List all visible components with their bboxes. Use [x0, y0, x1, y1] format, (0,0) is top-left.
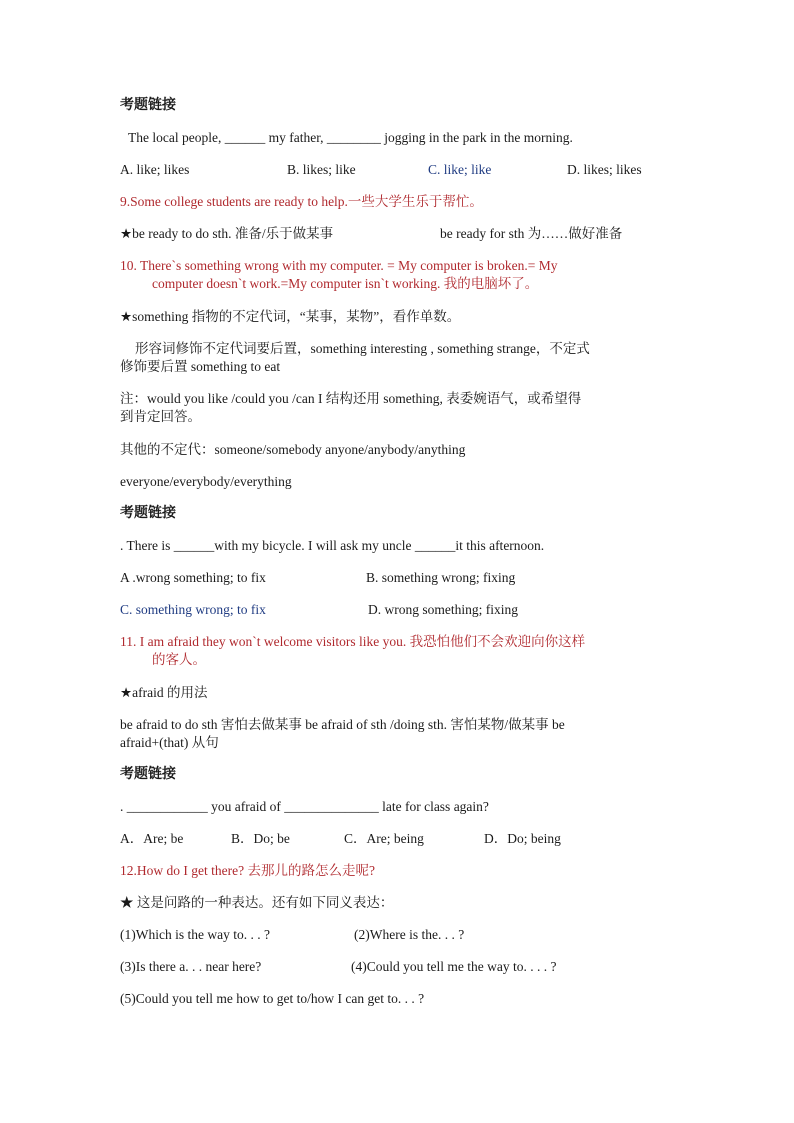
paragraph: 到肯定回答。 [120, 409, 201, 424]
question-stem: . There is ______with my bicycle. I will ask my uncle ______it this afternoon. [120, 538, 545, 553]
expression-2: (2)Where is the. . . ? [354, 927, 465, 942]
question-stem: The local people, ______ my father, ________ jogging in the park in the morning. [128, 130, 573, 145]
option-b: B. something wrong; fixing [366, 570, 516, 585]
paragraph: 其他的不定代：someone/somebody anyone/anybody/anything [120, 442, 466, 457]
paragraph: be afraid to do sth 害怕去做某事 be afraid of sth /doing sth. 害怕某物/做某事 be [120, 717, 565, 732]
option-b: B．Do; be [231, 831, 290, 846]
option-d: D. wrong something; fixing [368, 602, 518, 617]
usage-note: ★be ready to do sth. 准备/乐于做某事 [120, 226, 334, 241]
question-stem: . ____________ you afraid of ______________ late for class again? [120, 799, 489, 814]
expression-5: (5)Could you tell me how to get to/how I can get to. . . ? [120, 991, 425, 1006]
section-heading: 考题链接 [120, 767, 176, 782]
option-c: C. like; like [428, 162, 492, 177]
option-a: A .wrong something; to fix [120, 570, 266, 585]
usage-note: ★afraid 的用法 [120, 685, 208, 700]
option-c: C. something wrong; to fix [120, 602, 266, 617]
section-heading: 考题链接 [120, 506, 176, 521]
section-heading: 考题链接 [120, 98, 176, 113]
option-c: C．Are; being [344, 831, 424, 846]
paragraph: everyone/everybody/everything [120, 474, 292, 489]
usage-note: be ready for sth 为……做好准备 [440, 226, 623, 241]
expression-1: (1)Which is the way to. . . ? [120, 927, 270, 942]
section-title-12: 12.How do I get there? 去那儿的路怎么走呢? [120, 863, 375, 878]
usage-note: ★something 指物的不定代词，“某事，某物”，看作单数。 [120, 309, 461, 324]
option-d: D. likes; likes [567, 162, 642, 177]
paragraph: 形容词修饰不定代词要后置，something interesting , something strange，不定式 [135, 341, 590, 356]
option-a: A. like; likes [120, 162, 190, 177]
paragraph: 注：would you like /could you /can I 结构还用 something, 表委婉语气，或希望得 [120, 391, 582, 406]
expression-3: (3)Is there a. . . near here? [120, 959, 262, 974]
section-title-11-cont: 的客人。 [152, 652, 206, 667]
section-title-10: 10. There`s something wrong with my computer. = My computer is broken.= My [120, 258, 558, 273]
paragraph: 修饰要后置 something to eat [120, 359, 281, 374]
section-title-11: 11. I am afraid they won`t welcome visitors like you. 我恐怕他们不会欢迎向你这样 [120, 634, 586, 649]
usage-note: ★ 这是问路的一种表达。还有如下同义表达： [120, 895, 394, 910]
option-a: A．Are; be [120, 831, 184, 846]
paragraph: afraid+(that) 从句 [120, 735, 219, 750]
section-title-9: 9.Some college students are ready to help.一些大学生乐于帮忙。 [120, 194, 483, 209]
option-d: D．Do; being [484, 831, 561, 846]
expression-4: (4)Could you tell me the way to. . . . ? [351, 959, 557, 974]
section-title-10-cont: computer doesn`t work.=My computer isn`t working. 我的电脑坏了。 [152, 276, 539, 291]
option-b: B. likes; like [287, 162, 356, 177]
